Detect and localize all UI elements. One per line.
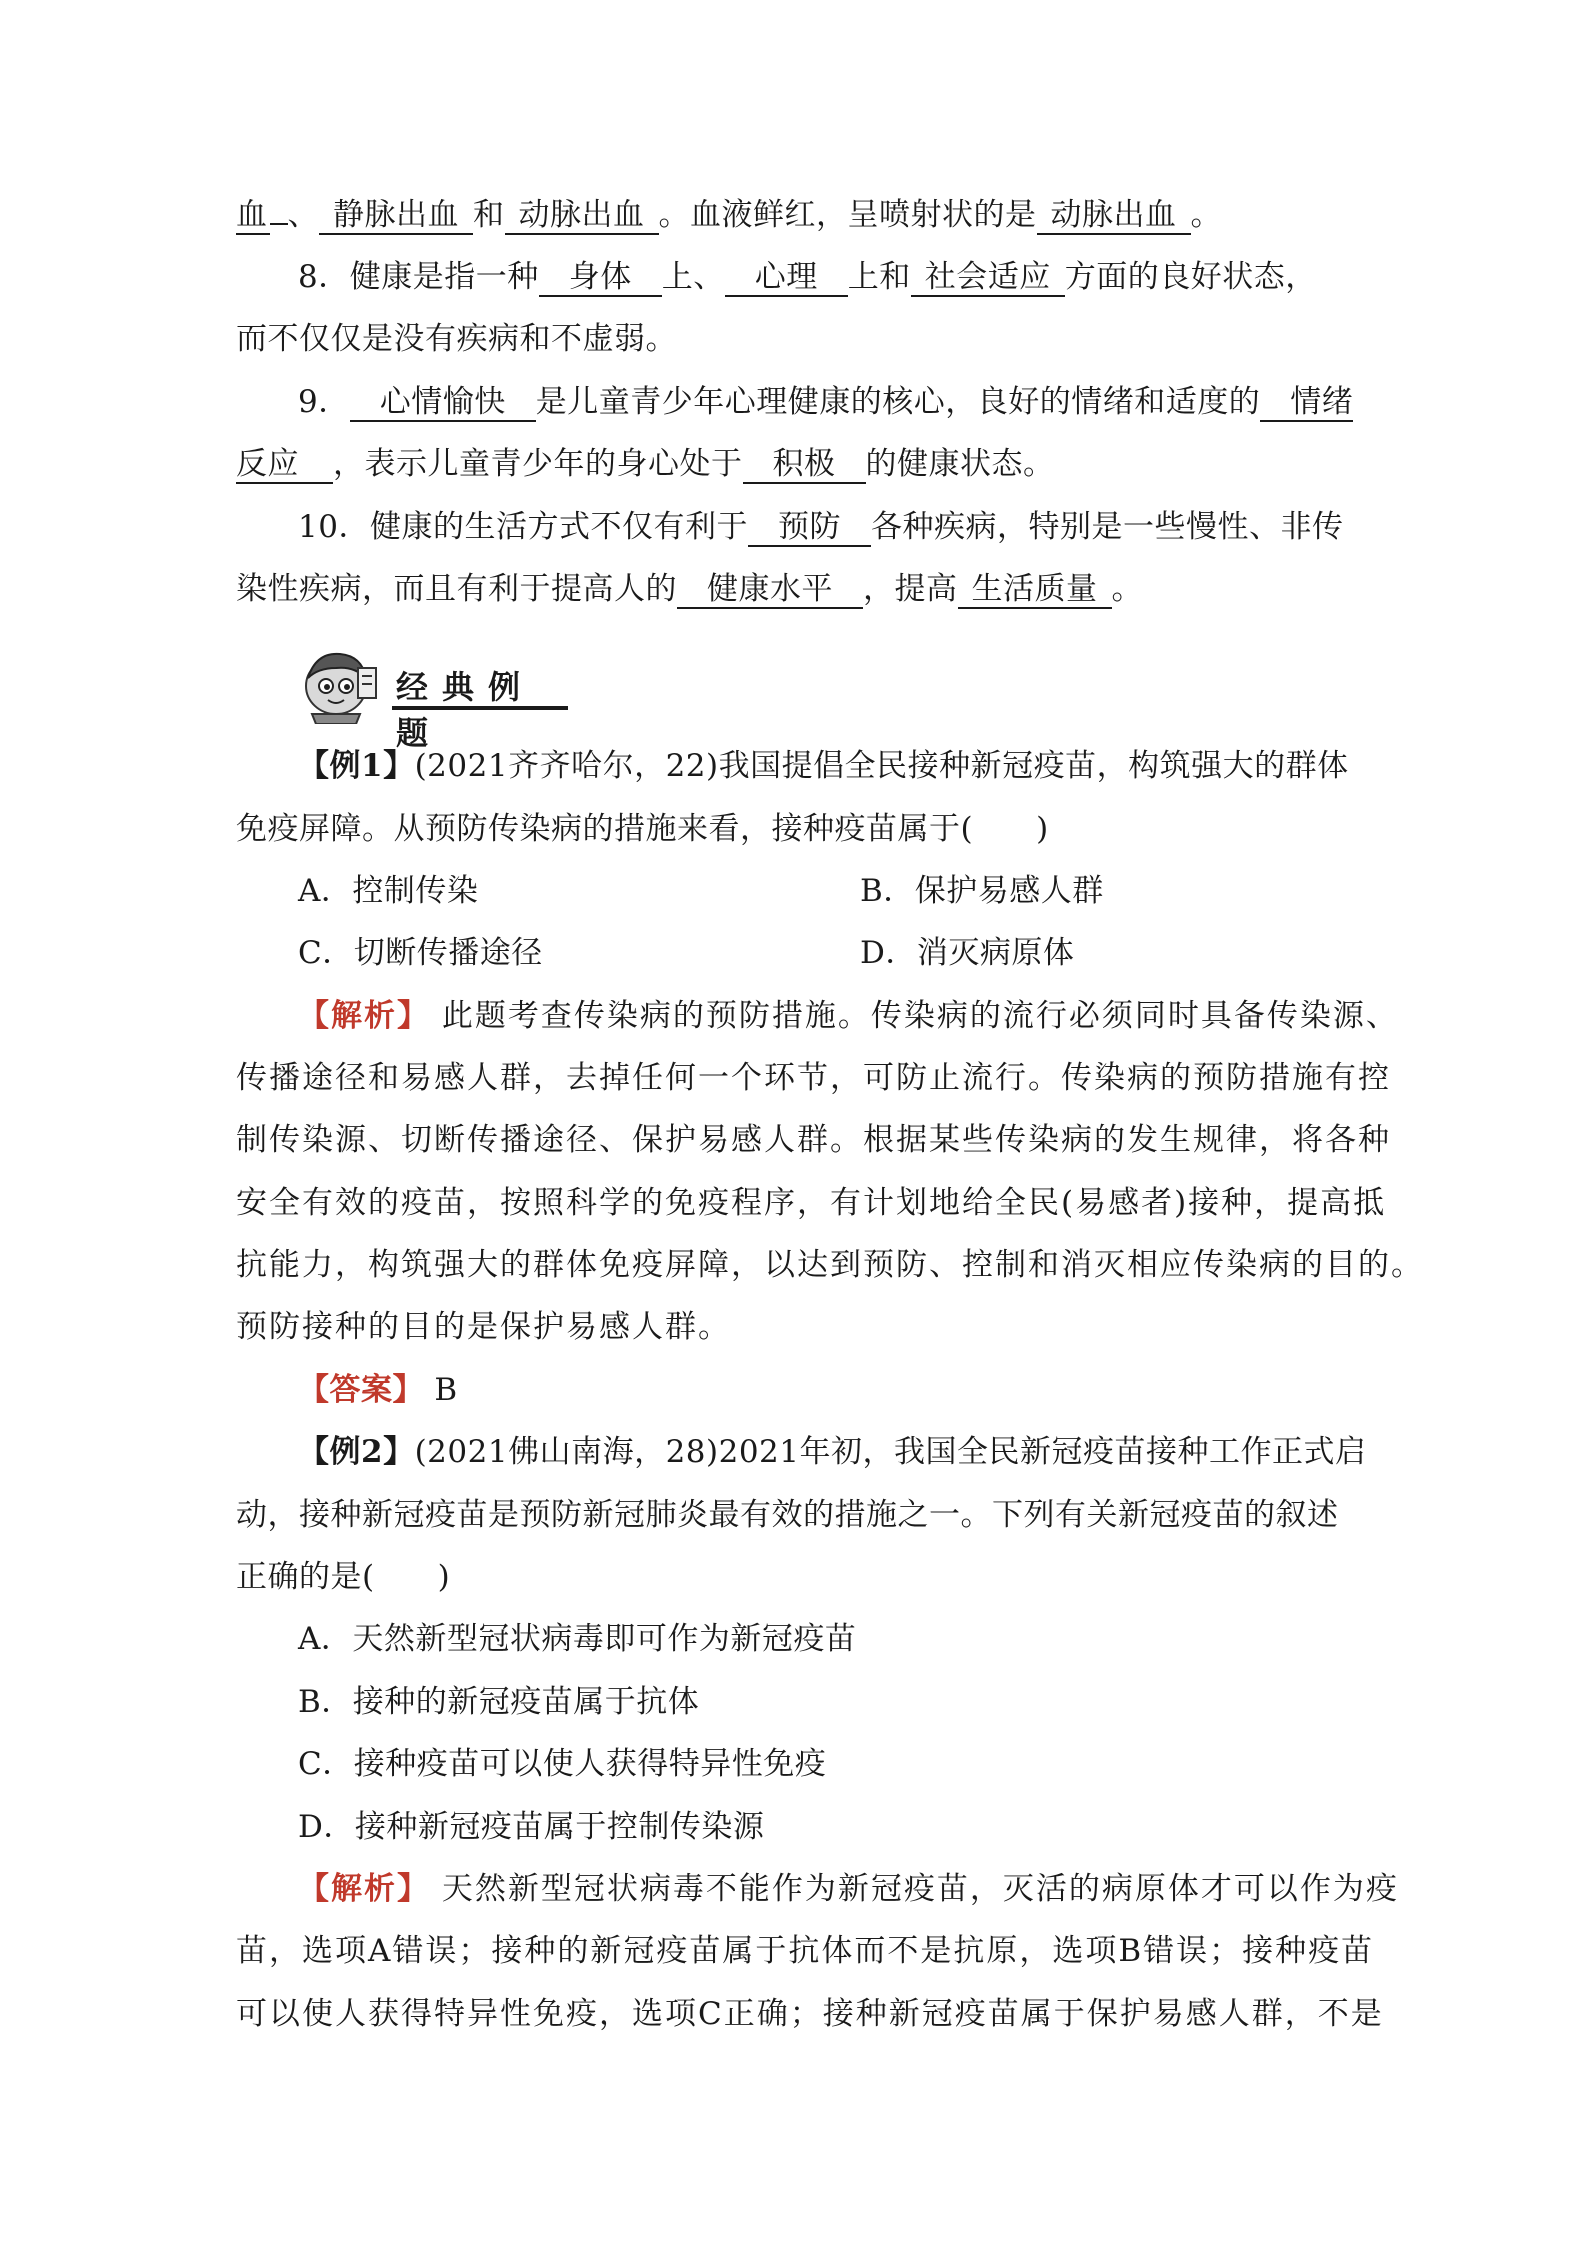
fill-line-4: 9． 心情愉快 是儿童青少年心理健康的核心，良好的情绪和适度的 情绪 [298,384,1354,420]
example2-analysis-2: 苗，选项A错误；接种的新冠疫苗属于抗体而不是抗原，选项B错误；接种疫苗 [236,1933,1375,1969]
fill-line-1: 血 、 静脉出血 和 动脉出血 。血液鲜红，呈喷射状的是 动脉出血 。 [236,197,1222,233]
fill-line-5: 反应 ，表示儿童青少年的身心处于 积极 的健康状态。 [236,446,1055,482]
option-d: D．消灭病原体 [860,935,1075,971]
answer-value: B [434,1372,458,1408]
example2-tag: 【例2】 [298,1434,415,1470]
answer-blank: 静脉出血 [319,197,473,235]
answer-blank: 动脉出血 [1037,197,1191,235]
answer-blank: 动脉出血 [505,197,659,235]
answer-blank: 生活质量 [958,571,1112,609]
example2-stem-2: 动，接种新冠疫苗是预防新冠肺炎最有效的措施之一。下列有关新冠疫苗的叙述 [236,1497,1339,1533]
section-title: 经典例题 [396,668,535,752]
answer-blank-gap [270,223,288,225]
answer-blank: 心理 [725,259,848,297]
analysis-tag: 【解析】 [298,1871,430,1907]
example1-answer [298,1369,1366,1411]
fill-line-7: 染性疾病，而且有利于提高人的 健康水平 ，提高 生活质量 。 [236,571,1143,607]
example1-tag: 【例1】 [298,748,415,784]
example1-options-row2 [298,932,1366,974]
fill-line-6: 10．健康的生活方式不仅有利于 预防 各种疾病，特别是一些慢性、非传 [298,509,1344,545]
answer-blank: 身体 [539,259,662,297]
answer-blank: 血 [236,197,268,233]
example1-analysis-6: 预防接种的目的是保护易感人群。 [236,1309,731,1345]
fill-line-3: 而不仅仅是没有疾病和不虚弱。 [236,321,677,357]
section-banner [296,640,576,752]
answer-blank: 情绪 [1260,384,1353,422]
example1-stem-2: 免疫屏障。从预防传染病的措施来看，接种疫苗属于( ) [236,811,1049,847]
answer-blank: 反应 [236,446,333,484]
option-b: B．接种的新冠疫苗属于抗体 [298,1684,700,1720]
example1-analysis-3: 制传染源、切断传播途径、保护易感人群。根据某些传染病的发生规律，将各种 [236,1122,1391,1158]
example1-options-row1 [298,870,1366,912]
answer-tag: 【答案】 [298,1372,424,1408]
example1-stem: 【例1】(2021齐齐哈尔，22)我国提倡全民接种新冠疫苗，构筑强大的群体 [298,748,1349,784]
example1-analysis-5: 抗能力，构筑强大的群体免疫屏障，以达到预防、控制和消灭相应传染病的目的。 [236,1247,1424,1283]
option-a: A．天然新型冠状病毒即可作为新冠疫苗 [298,1621,857,1657]
example2-analysis-1: 【解析】 天然新型冠状病毒不能作为新冠疫苗，灭活的病原体才可以作为疫 [298,1871,1399,1907]
option-c: C．切断传播途径 [298,935,543,971]
option-c: C．接种疫苗可以使人获得特异性免疫 [298,1746,827,1782]
option-d: D．接种新冠疫苗属于控制传染源 [298,1809,765,1845]
example1-analysis-1: 【解析】 此题考查传染病的预防措施。传染病的流行必须同时具备传染源、 [298,998,1399,1034]
example2-analysis-3: 可以使人获得特异性免疫，选项C正确；接种新冠疫苗属于保护易感人群，不是 [236,1996,1384,2032]
cartoon-boy-icon [296,640,386,724]
banner-underline [392,706,568,710]
option-b: B．保护易感人群 [860,873,1104,909]
answer-blank: 预防 [748,509,871,547]
example1-analysis-2: 传播途径和易感人群，去掉任何一个环节，可防止流行。传染病的预防措施有控 [236,1060,1391,1096]
example2-stem: 【例2】(2021佛山南海，28)2021年初，我国全民新冠疫苗接种工作正式启 [298,1434,1367,1470]
answer-blank: 健康水平 [677,571,863,609]
analysis-tag: 【解析】 [298,998,430,1034]
example2-stem-3: 正确的是( ) [236,1559,451,1595]
option-a: A．控制传染 [298,873,479,909]
example1-analysis-4: 安全有效的疫苗，按照科学的免疫程序，有计划地给全民(易感者)接种，提高抵 [236,1185,1387,1221]
answer-blank: 积极 [743,446,866,484]
fill-line-2: 8．健康是指一种 身体 上、 心理 上和 社会适应 方面的良好状态， [298,259,1317,295]
answer-blank: 社会适应 [911,259,1065,297]
answer-blank: 心情愉快 [350,384,536,422]
